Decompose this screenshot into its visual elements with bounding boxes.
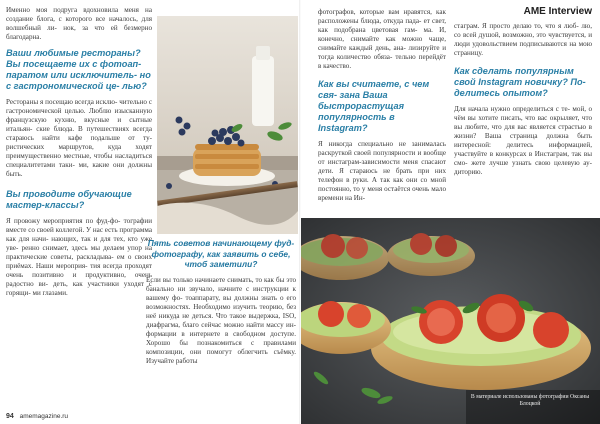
blini-photo-image: [157, 16, 298, 234]
question-instagram-popularity: Как вы считаете, с чем свя- зана Ваша быстрорастущая популярность в Instagram?: [318, 79, 430, 133]
column-right: [454, 22, 592, 177]
answer-restaurants: Рестораны я посещаю всегда исклю- чительно с гастрономической целью. Люблю изысканную французскую кухню, вкусные и сытные итальян- ские блюда. В путешествиях всегда стараюсь найти кафе подальше от ту- ристических маршрутов, куда ходят преимущественно местные, чтобы насладиться специалитетами таки- ми, какие они должны быть.: [6, 98, 152, 178]
section-header: [524, 6, 592, 17]
question-restaurants: Ваши любимые рестораны? Вы посещаете их с фотоап- паратом или исключитель- но с гастрономической це- лью?: [6, 48, 151, 91]
column-center-right: [318, 8, 446, 203]
brand-name: AME: [523, 6, 546, 17]
page-number: 94: [6, 413, 14, 420]
answer-instagram-beginner: Для начала нужно определиться с те- мой, о чём вы хотите писать, что вас окрыляет, что вы любите, что для вас является страстью в жизни? Ваша страница должна быть интересной: делитесь информацией, участвуйте в конкурсах в Инстаграм, так вы смо- жете лучше узнать свою целевую ау- диторию.: [454, 105, 592, 176]
photo-credit: В материале использованы фотографии Оксаны Блоцкой: [470, 394, 590, 407]
question-five-tips: Пять советов начинающему фуд-фотографу, как заявить о себе, чтоб заметили?: [147, 238, 295, 269]
page-footer: [6, 413, 68, 420]
answer-instagram-popularity: Я никогда специально не занималась раскруткой своей популярности и вообще от инстаграм-зависимости меня спасают дети. Я стараюсь не брать при них телефон в руки. А так как они со мной постоянно, то у меня остаётся очень мало времени на Ин-: [318, 140, 446, 202]
question-masterclasses: Вы проводите обучающие мастер-классы?: [6, 189, 132, 210]
answer-five-tips-cont: фотографов, которые вам нравятся, как расположены блюда, откуда пада- ет свет, как подобрана цветовая гам- ма. И, конечно, снимайте как можно чаще, снимайте каждый день, ана- лизируйте и тогда количество обяза- тельно перейдёт в качество.: [318, 8, 446, 70]
intro-text: Именно моя подруга вдохновила меня на создание блога, с которого все началось, для волшебный ли- нок, за что ей безмерно благодарна.: [6, 6, 152, 41]
question-instagram-beginner: Как сделать популярным свой Instagram новичку? По- делитесь опытом?: [454, 66, 586, 98]
column-left: [6, 6, 154, 298]
answer-instagram-popularity-cont: стаграм. Я просто делаю то, что я люб- лю, со всей душой, возможно, это чувствуется, и люди удовольствием подписываются на мою страницу.: [454, 22, 592, 57]
section-name: Interview: [548, 6, 592, 17]
answer-masterclasses: Я провожу мероприятия по фуд-фо- тографии вместе со своей коллегой. У нас есть программа как для начи- нающих, так и для тех, кто уже уве- ренно снимает, здесь мы делаем упор на практические советы, раскладыва- ем о своих приёмах. Наши мероприя- тия всегда проходят очень позитивно и продуктивно, очень радостно ви- деть, как участники уходят с горящи- ми глазами.: [6, 217, 152, 297]
column-center-left: [146, 238, 296, 366]
answer-five-tips: Если вы только начинаете снимать, то как бы это банально ни звучало, начните с инструкции к вашему фо- тоаппарату, вы должны знать о его возможностях. Необходимо изучить теорию, без неё никуда не деться. Что такое выдержка, ISO, диафрагма, благо сейчас можно найти массу ин- формации в интернете в свободном доступе. Хорошо бы познакомиться с правилами композиции, они помогут облегчить съёмку. Изучайте работы: [146, 275, 296, 365]
blini-photo: [157, 16, 298, 234]
site-url: amemagazine.ru: [19, 413, 69, 420]
